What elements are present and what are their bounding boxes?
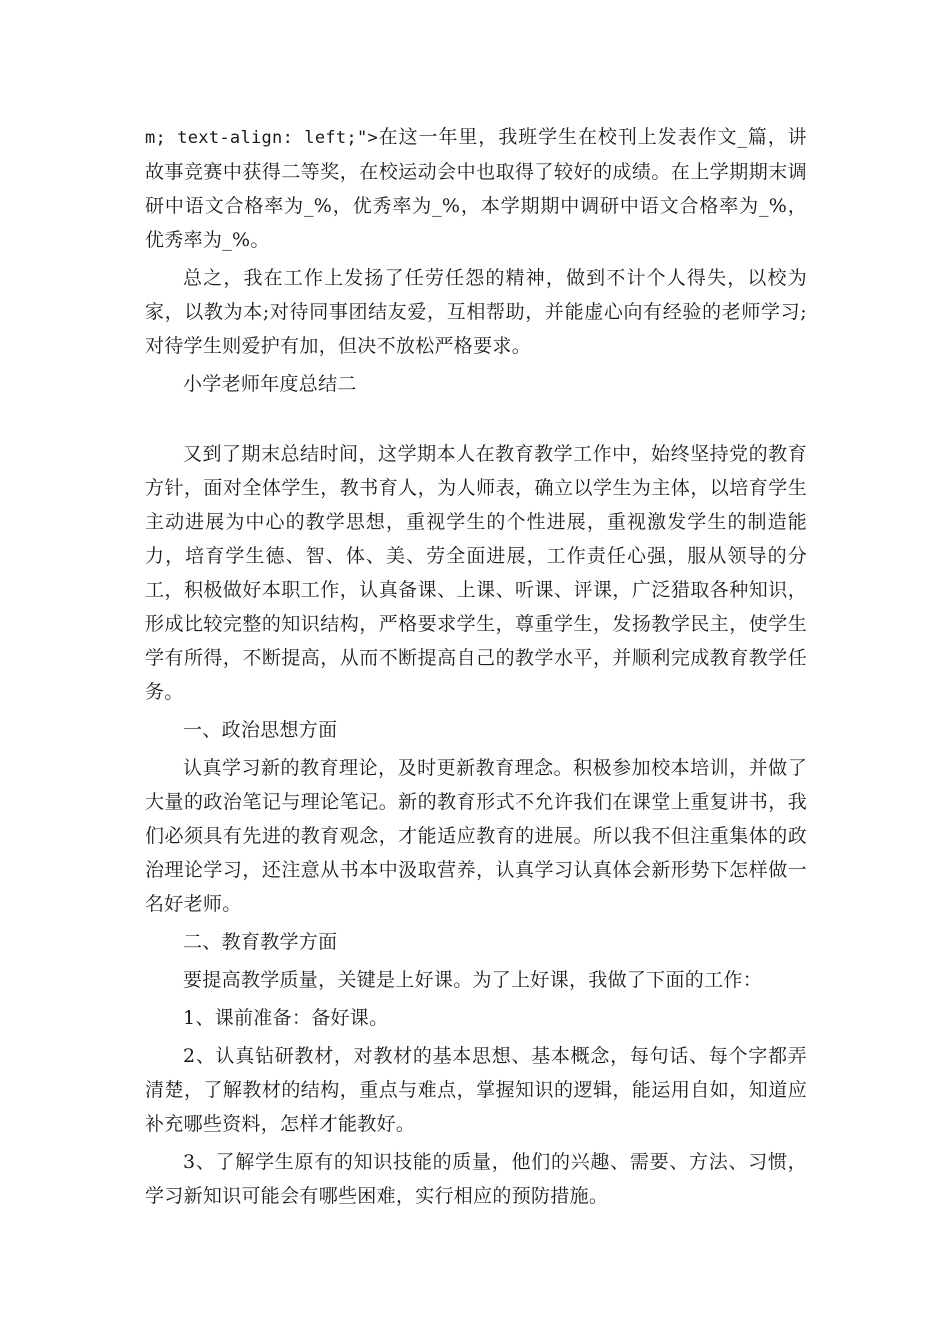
heading-political-thought: 一、政治思想方面 xyxy=(183,719,338,741)
blank-line xyxy=(145,405,807,437)
paragraph-results-text: 在这一年里，我班学生在校刊上发表作文_篇，讲故事竞赛中获得二等奖，在校运动会中也取得了较好的成绩。在上学期期末调研中语文合格率为_%，优秀率为_%，本学期期中调研中语文合格率为_%，优秀率为_%。 xyxy=(145,126,807,251)
paragraph-summary: 总之，我在工作上发扬了任劳任怨的精神，做到不计个人得失，以校为家，以教为本;对待同事团结友爱，互相帮助，并能虚心向有经验的老师学习;对待学生则爱护有加，但决不放松严格要求。 xyxy=(145,267,807,357)
list-item-3: 3、了解学生原有的知识技能的质量，他们的兴趣、需要、方法、习惯，学习新知识可能会有哪些困难，实行相应的预防措施。 xyxy=(145,1151,807,1207)
heading-teaching: 二、教育教学方面 xyxy=(183,931,338,953)
section-title-summary-two: 小学老师年度总结二 xyxy=(183,373,357,395)
list-item-1: 1、课前准备：备好课。 xyxy=(183,1007,389,1029)
document-body xyxy=(145,120,807,1217)
paragraph-political-thought: 认真学习新的教育理论，及时更新教育理念。积极参加校本培训，并做了大量的政治笔记与理论笔记。新的教育形式不允许我们在课堂上重复讲书，我们必须具有先进的教育观念，才能适应教育的进展。所以我不但注重集体的政治理论学习，还注意从书本中汲取营养，认真学习认真体会新形势下怎样做一名好老师。 xyxy=(145,757,807,915)
stray-code-fragment: m; text-align: left;"> xyxy=(145,128,379,148)
paragraph-teaching-intro: 要提高教学质量，关键是上好课。为了上好课，我做了下面的工作： xyxy=(183,969,763,991)
paragraph-intro: 又到了期末总结时间，这学期本人在教育教学工作中，始终坚持党的教育方针，面对全体学生，教书育人，为人师表，确立以学生为主体，以培育学生主动进展为中心的教学思想，重视学生的个性进展，重视激发学生的制造能力，培育学生德、智、体、美、劳全面进展，工作责任心强，服从领导的分工，积极做好本职工作，认真备课、上课、听课、评课，广泛猎取各种知识，形成比较完整的知识结构，严格要求学生，尊重学生，发扬教学民主，使学生学有所得，不断提高，从而不断提高自己的教学水平，并顺利完成教育教学任务。 xyxy=(145,443,807,703)
list-item-2: 2、认真钻研教材，对教材的基本思想、基本概念，每句话、每个字都弄清楚，了解教材的结构，重点与难点，掌握知识的逻辑，能运用自如，知道应补充哪些资料，怎样才能教好。 xyxy=(145,1045,807,1135)
paragraph-results xyxy=(145,120,807,257)
